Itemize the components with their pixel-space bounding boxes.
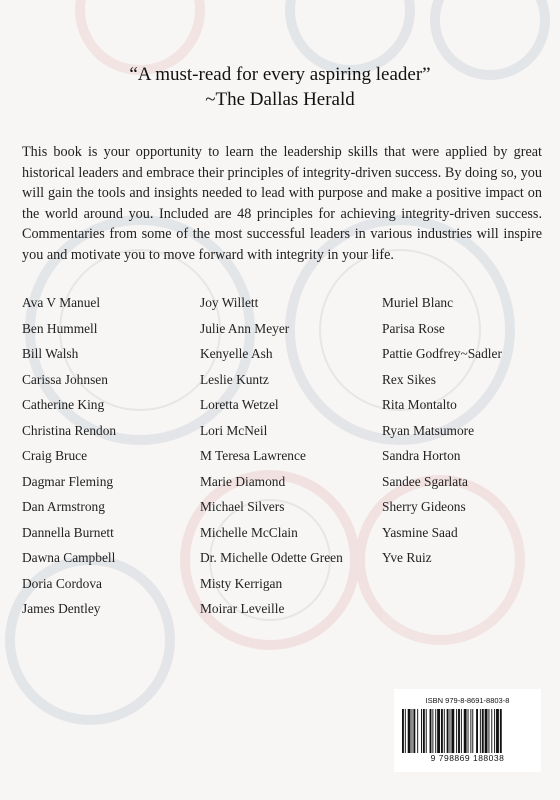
contributor-name: Misty Kerrigan [200,575,283,591]
contributor-name: Yasmine Saad [382,524,458,540]
contributor-name: Pattie Godfrey~Sadler [382,346,502,361]
contributor-column-1 [22,296,116,628]
barcode-bars [402,709,533,753]
contributor-name: Dannella Burnett [22,524,114,540]
contributor-name: Loretta Wetzel [200,397,279,412]
contributor-name: Craig Bruce [22,448,88,463]
contributor-name: Dagmar Fleming [22,473,114,489]
contributor-name: Parisa Rose [382,320,445,336]
contributor-name: Muriel Blanc [382,295,454,310]
contributor-name: Kenyelle Ash [200,346,273,361]
contributor-name: Ava V Manuel [22,295,101,310]
contributor-name: James Dentley [22,601,101,616]
contributor-name: Dawna Campbell [22,550,116,565]
barcode-number: 9 798869 188038 [430,753,505,763]
contributor-name: Lori McNeil [200,422,268,438]
contributor-name: Marie Diamond [200,473,286,489]
contributor-name: Ben Hummell [22,320,98,336]
isbn-barcode [394,689,541,772]
contributor-name: Dan Armstrong [22,499,105,514]
contributor-name: Rex Sikes [382,371,436,387]
contributor-name: Doria Cordova [22,575,102,591]
contributor-name: Sandra Horton [382,448,461,463]
contributor-name: Catherine King [22,397,105,412]
contributor-name: Dr. Michelle Odette Green [200,550,343,565]
quote-text: “A must-read for every aspiring leader” [129,64,431,85]
contributor-name: Michael Silvers [200,499,285,514]
contributor-name: Sandee Sgarlata [382,473,468,489]
isbn-label: ISBN 979-8-8691-8803-8 [425,696,510,705]
contributor-column-2 [200,296,343,628]
book-description: This book is your opportunity to learn the leadership skills that were applied by great historical leaders and embrace their principles of integrity-driven success. By doing so, you will gain the tools and insights needed to lead with purpose and make a positive impact on the world around you. Included are 48 principles for achieving integrity-driven success. Commentaries from some of the most successful leaders in various industries will inspire you and motivate you to move forward with integrity in your life. [22,144,542,263]
review-quote [0,62,560,112]
contributor-name: Michelle McClain [200,524,298,540]
contributor-name: Sherry Gideons [382,499,466,514]
contributor-name: Moirar Leveille [200,601,285,616]
contributor-name: Yve Ruiz [382,550,432,565]
contributor-name: Ryan Matsumore [382,422,475,438]
contributor-name: Leslie Kuntz [200,371,269,387]
contributor-column-3 [382,296,502,577]
contributor-name: Bill Walsh [22,346,79,361]
contributor-name: Rita Montalto [382,397,457,412]
contributor-name: Christina Rendon [22,422,117,438]
contributor-name: M Teresa Lawrence [200,448,306,463]
quote-source: ~The Dallas Herald [205,89,355,110]
contributor-name: Joy Willett [200,295,259,310]
contributor-name: Julie Ann Meyer [200,320,290,336]
contributor-name: Carissa Johnsen [22,371,108,387]
